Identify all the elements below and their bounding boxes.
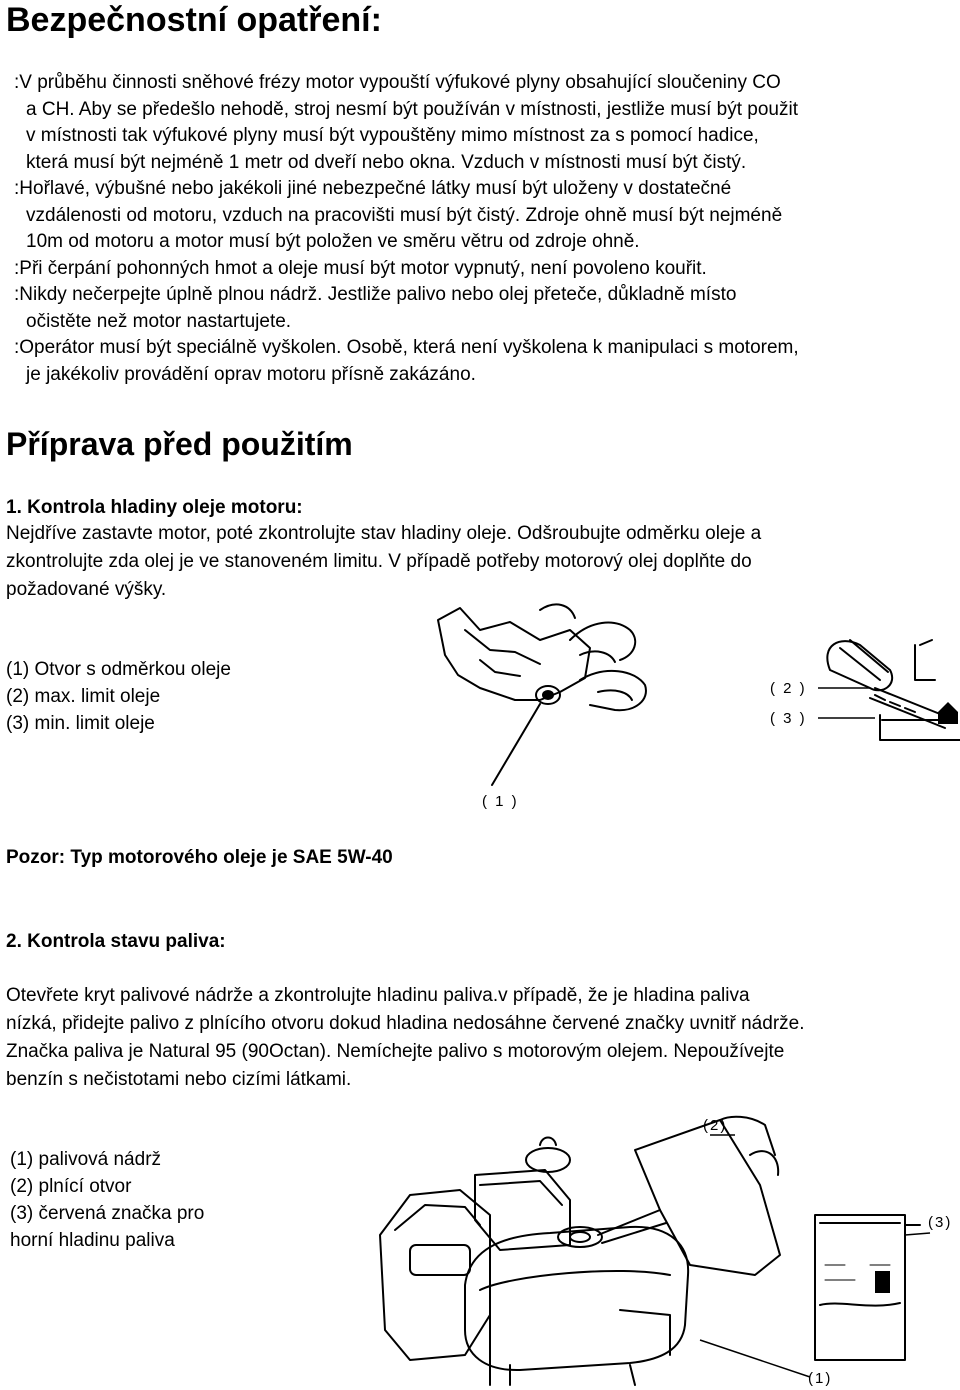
text-line: :Hořlavé, výbušné nebo jakékoli jiné nebezpečné látky musí být uloženy v dostatečné — [14, 178, 732, 199]
page-title: Bezpečnostní opatření: — [6, 1, 382, 39]
legend-item: (3) červená značka pro — [10, 1203, 205, 1224]
engine-outline — [438, 608, 590, 700]
text-line: benzín s nečistotami nebo cizími látkami. — [6, 1069, 352, 1090]
fuel-figure-label-1: (1) — [808, 1370, 833, 1387]
safety-item — [14, 70, 954, 176]
oil-type-note: Pozor: Typ motorového oleje je SAE 5W-40 — [6, 847, 393, 868]
text-line: vzdálenosti od motoru, vzduch na pracovišti musí být čistý. Zdroje ohně musí být nejméně — [26, 204, 783, 226]
text-line: Otevřete kryt palivové nádrže a zkontrolujte hladinu paliva.v případě, že je hladina paliva — [6, 985, 750, 1006]
pointer-line — [492, 704, 540, 785]
safety-item — [14, 256, 954, 283]
legend-item: horní hladinu paliva — [10, 1230, 175, 1251]
red-mark — [875, 1271, 890, 1293]
figure-label-1: ( 1 ) — [482, 793, 519, 810]
text-line: která musí být nejméně 1 metr od dveří nebo okna. Vzduch v místnosti musí být čistý. — [26, 151, 747, 173]
fuel-tank-illustration — [370, 1115, 960, 1390]
safety-item — [14, 335, 954, 388]
legend-item: (3) min. limit oleje — [6, 713, 155, 734]
figure-label-2: ( 2 ) — [770, 680, 807, 697]
oil-check-paragraph — [6, 520, 951, 604]
text-line: :Při čerpání pohonných hmot a oleje musí být motor vypnutý, není povoleno kouřit. — [14, 257, 707, 279]
fuel-figure-label-3: (3) — [928, 1214, 953, 1231]
text-line: nízká, přidejte palivo z plnícího otvoru dokud hladina nedosáhne červené značky uvnitř nádrže. — [6, 1013, 805, 1034]
text-line: Značka paliva je Natural 95 (90Octan). Nemíchejte palivo s motorovým olejem. Nepoužívejte — [6, 1041, 785, 1062]
legend-item: (1) Otvor s odměrkou oleje — [6, 659, 231, 680]
text-line: zkontrolujte zda olej je ve stanoveném limitu. V případě potřeby motorový olej doplňte do — [6, 551, 752, 572]
text-line: :Operátor musí být speciálně vyškolen. Osobě, která není vyškolena k manipulaci s motorem, — [14, 337, 799, 358]
text-line: 10m od motoru a motor musí být položen ve směru větru od zdroje ohně. — [26, 231, 640, 252]
safety-item — [14, 176, 954, 256]
text-line: očistěte než motor nastartujete. — [26, 310, 292, 332]
tank-cutaway — [815, 1215, 905, 1360]
safety-list — [14, 70, 954, 388]
oil-dipstick-illustration — [420, 600, 960, 815]
legend-item: (2) plnící otvor — [10, 1176, 132, 1197]
oil-check-title: 1. Kontrola hladiny oleje motoru: — [6, 497, 303, 518]
fuel-check-paragraph — [6, 982, 951, 1094]
text-line: a CH. Aby se předešlo nehodě, stroj nesmí být používán v místnosti, jestliže musí být použit — [26, 98, 798, 120]
fuel-cap — [526, 1148, 570, 1172]
fuel-figure-legend — [10, 1146, 204, 1254]
text-line: :V průběhu činnosti sněhové frézy motor vypouští výfukové plyny obsahující sloučeniny CO — [14, 72, 781, 93]
fuel-check-title: 2. Kontrola stavu paliva: — [6, 931, 226, 952]
text-line: v místnosti tak výfukové plyny musí být vypouštěny mimo místnost za s pomocí hadice, — [26, 125, 759, 146]
text-line: Nejdříve zastavte motor, poté zkontrolujte stav hladiny oleje. Odšroubujte odměrku oleje a — [6, 523, 762, 544]
legend-item: (2) max. limit oleje — [6, 686, 161, 707]
section-heading: Příprava před použitím — [6, 426, 353, 462]
min-mark — [938, 702, 958, 724]
oil-figure-legend — [6, 656, 231, 737]
figure-label-3: ( 3 ) — [770, 710, 807, 727]
fuel-can — [635, 1120, 780, 1275]
text-line: požadované výšky. — [6, 579, 167, 600]
text-line: :Nikdy nečerpejte úplně plnou nádrž. Jestliže palivo nebo olej přeteče, důkladně místo — [14, 284, 737, 305]
legend-item: (1) palivová nádrž — [10, 1149, 162, 1170]
safety-item — [14, 282, 954, 335]
fuel-figure-label-2: (2) — [703, 1117, 728, 1134]
text-line: je jakékoliv provádění oprav motoru přísně zakázáno. — [26, 363, 476, 385]
